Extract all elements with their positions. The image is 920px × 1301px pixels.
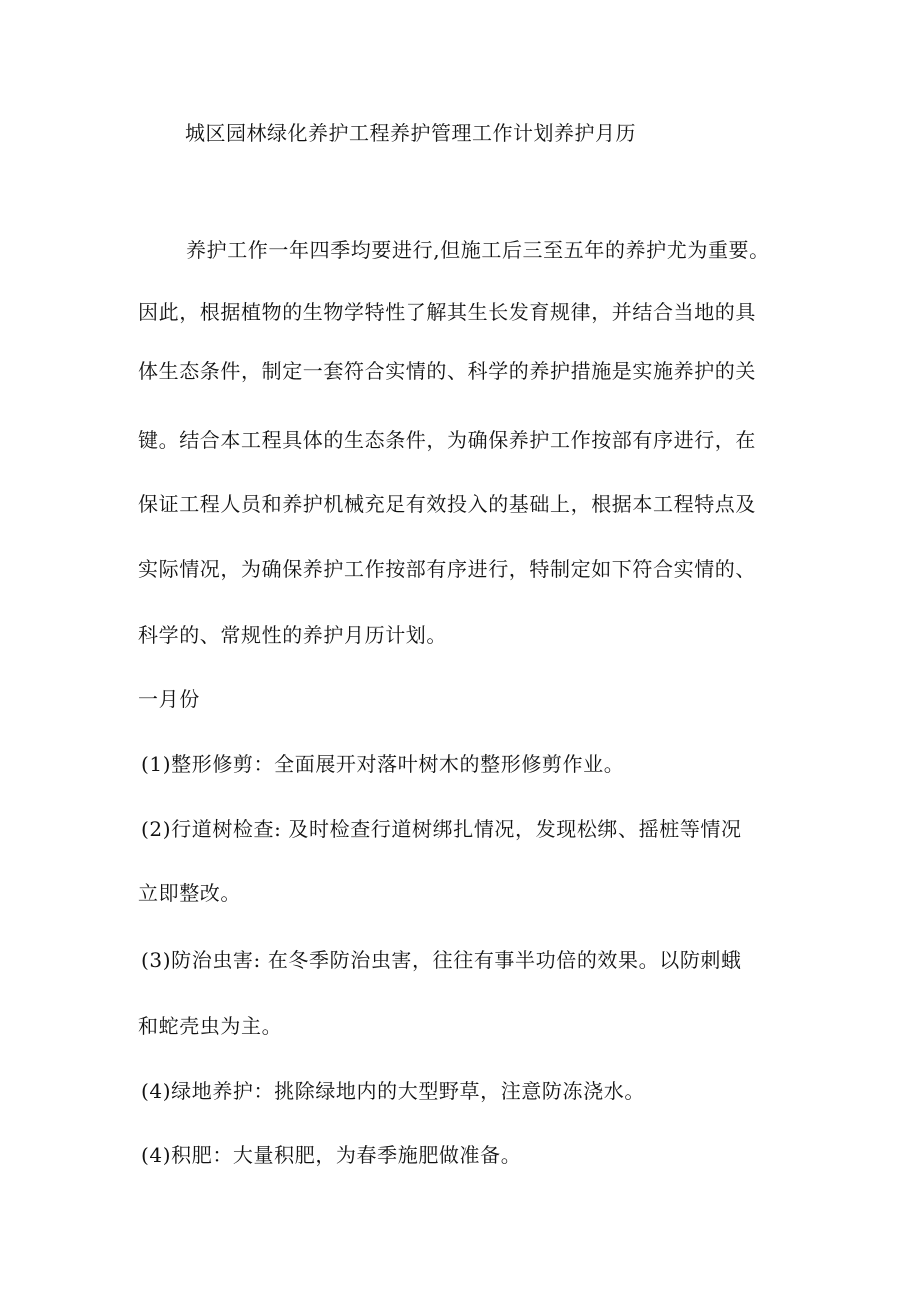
document-title: 城区园林绿化养护工程养护管理工作计划养护月历 (185, 121, 636, 145)
list-item: (4)积肥：大量积肥，为春季施肥做准备。 (141, 1143, 522, 1167)
paragraph-line: 养护工作一年四季均要进行,但施工后三至五年的养护尤为重要。 (186, 238, 770, 262)
list-item: (4)绿地养护：挑除绿地内的大型野草，注意防冻浇水。 (141, 1079, 645, 1103)
list-item: (2)行道树检查: 及时检查行道树绑扎情况，发现松绑、摇桩等情况 (141, 817, 742, 841)
paragraph-line: 实际情况，为确保养护工作按部有序进行，特制定如下符合实情的、 (138, 557, 756, 581)
list-item: (3)防治虫害: 在冬季防治虫害，往往有事半功倍的效果。以防刺蛾 (141, 948, 742, 972)
list-item-continuation: 和蛇壳虫为主。 (138, 1014, 283, 1038)
paragraph-line: 因此，根据植物的生物学特性了解其生长发育规律，并结合当地的具 (138, 300, 756, 324)
paragraph-line: 键。结合本工程具体的生态条件，为确保养护工作按部有序进行，在 (138, 428, 756, 452)
paragraph-line: 科学的、常规性的养护月历计划。 (138, 623, 447, 647)
month-heading: 一月份 (138, 687, 200, 711)
list-item-continuation: 立即整改。 (138, 881, 241, 905)
paragraph-line: 体生态条件，制定一套符合实情的、科学的养护措施是实施养护的关 (138, 359, 756, 383)
paragraph-line: 保证工程人员和养护机械充足有效投入的基础上，根据本工程特点及 (138, 492, 756, 516)
list-item: (1)整形修剪：全面展开对落叶树木的整形修剪作业。 (141, 752, 625, 776)
